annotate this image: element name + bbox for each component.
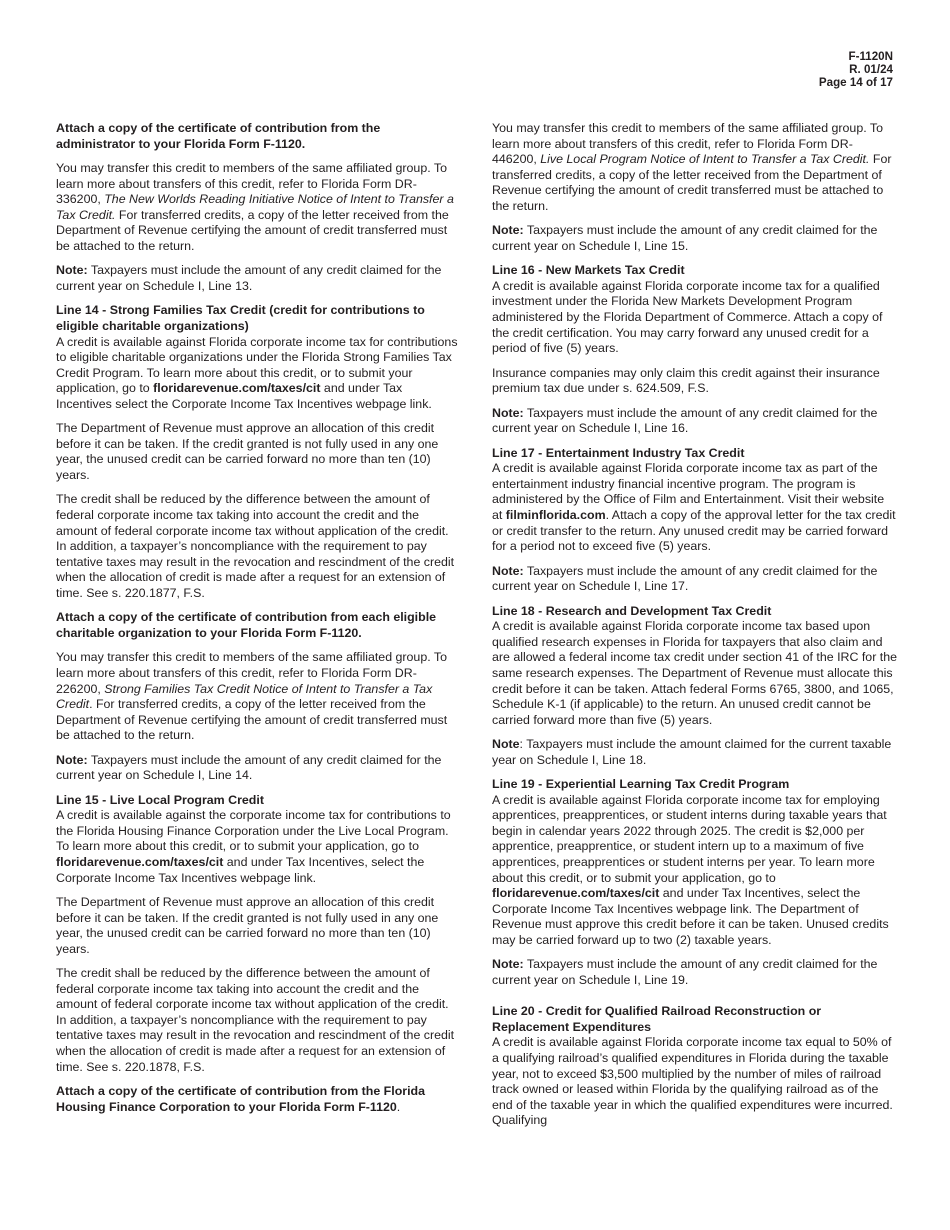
line-14-intro: A credit is available against Florida corporate income tax for contributions to eligible charitable organizations under the Florida Strong Families Tax Credit Program. To learn more about this credit, or to submit your application, go to floridarevenue.com/taxes/cit and under Tax Incentives select the Corporate Income Tax Incentives webpage link.	[56, 334, 458, 411]
note-line-15: Note: Taxpayers must include the amount of any credit claimed for the current year on Schedule I, Line 15.	[492, 223, 878, 253]
line-15-reduction: The credit shall be reduced by the difference between the amount of federal corporate income tax taking into account the credit and the amount of federal corporate income tax without application of the credit. In addition, a taxpayer’s noncompliance with the requirement to pay tentative taxes may result in the revocation and rescindment of the credit when the allocation of credit is made after a request for an extension of time. See s. 220.1878, F.S.	[56, 966, 455, 1074]
line-15-approval: The Department of Revenue must approve an allocation of this credit before it can be taken. If the credit granted is not fully used in any one year, the unused credit can be carried forward no more than ten (10) years.	[56, 895, 439, 956]
line-15-transfer: You may transfer this credit to members of the same affiliated group. To learn more about transfers of this credit, refer to Florida Form DR-446200, Live Local Program Notice of Intent to Transfer a Tax Credit. For transferred credits, a copy of the letter received from the Department of Revenue certifying the amount of credit transferred must be attached to the return.	[492, 121, 892, 213]
note-line-19: Note: Taxpayers must include the amount of any credit claimed for the current year on Schedule I, Line 19.	[492, 957, 878, 987]
filminflorida-link[interactable]: filminflorida.com	[505, 508, 606, 523]
line-15-section	[56, 793, 460, 886]
note-line-14: Note: Taxpayers must include the amount of any credit claimed for the current year on Schedule I, Line 14.	[56, 752, 442, 783]
line-14-attach-instruction: Attach a copy of the certificate of contribution from each eligible charitable organization to your Florida Form F-1120.	[56, 610, 437, 640]
line-14-approval: The Department of Revenue must approve an allocation of this credit before it can be taken. If the credit granted is not fully used in any one year, the unused credit can be carried forward no more than ten (10) years.	[56, 421, 439, 482]
line-17-intro: A credit is available against Florida corporate income tax as part of the entertainment industry financial incentive program. The program is administered by the Office of Film and Entertainment. Visit their website at filminflorida.com. Attach a copy of the approval letter for the tax credit or credit transfer to the return. Any unused credit may be carried forward for a period not to exceed five (5) years.	[492, 461, 896, 554]
line-18-heading: Line 18 - Research and Development Tax Credit	[492, 603, 772, 618]
note-line-13: Note: Taxpayers must include the amount of any credit claimed for the current year on Schedule I, Line 13.	[56, 263, 442, 293]
right-column	[492, 121, 897, 1138]
line-19-intro: A credit is available against Florida corporate income tax for employing apprentices, preapprentices, or student interns during taxable years that begin in calendar years 2022 through 2025. The credit is $2,000 per apprentice, preapprentice, or student intern up to a maximum of five apprentices, preapprentices or student interns per year. To learn more about this credit, or to submit your application, go to floridarevenue.com/taxes/cit and under Tax Incentives, select the Corporate Income Tax Incentives webpage link. The Department of Revenue must approve this credit before it can be taken. Unused credits may be carried forward up to two (2) taxable years.	[492, 792, 889, 947]
note-line-16: Note: Taxpayers must include the amount of any credit claimed for the current year on Schedule I, Line 16.	[492, 405, 878, 436]
form-header	[819, 50, 893, 90]
note-line-17: Note: Taxpayers must include the amount of any credit claimed for the current year on Schedule I, Line 17.	[492, 563, 878, 594]
line-15-heading: Line 15 - Live Local Program Credit	[56, 792, 264, 807]
line-19-heading: Line 19 - Experiential Learning Tax Credit Program	[492, 777, 790, 792]
line-15-attach-instruction: Attach a copy of the certificate of contribution from the Florida Housing Finance Corporation to your Florida Form F-1120.	[56, 1084, 425, 1114]
line-16-section	[492, 263, 897, 356]
line-20-intro: A credit is available against Florida corporate income tax equal to 50% of a qualifying railroad’s qualified expenditures in Florida during the taxable year, not to exceed $3,500 multiplied by the number of miles of railroad track owned or leased within Florida by the qualifying railroad as of the end of the taxable year in which the qualified expenditures were incurred. Qualifying	[492, 1035, 893, 1128]
line-16-insurance: Insurance companies may only claim this credit against their insurance premium tax due under s. 624.509, F.S.	[492, 365, 880, 396]
floridarevenue-link[interactable]: floridarevenue.com/taxes/cit	[153, 381, 321, 396]
floridarevenue-link[interactable]: floridarevenue.com/taxes/cit	[492, 886, 660, 901]
line-14-reduction: The credit shall be reduced by the difference between the amount of federal corporate income tax taking into account the credit and the amount of federal corporate income tax without application of the credit. In addition, a taxpayer’s noncompliance with the requirement to pay tentative taxes may result in the revocation and rescindment of the credit when the allocation of credit is made after a request for an extension of time. See s. 220.1877, F.S.	[56, 492, 455, 600]
line-20-heading: Line 20 - Credit for Qualified Railroad Reconstruction or Replacement Expenditures	[492, 1004, 822, 1034]
attach-nwri-instruction: Attach a copy of the certificate of contribution from the administrator to your Florida Form F-1120.	[56, 121, 381, 151]
note-line-18: Note: Taxpayers must include the amount claimed for the current taxable year on Schedule I, Line 18.	[492, 737, 892, 767]
line-14-section	[56, 303, 460, 412]
line-17-heading: Line 17 - Entertainment Industry Tax Credit	[492, 445, 745, 460]
line-15-intro: A credit is available against the corporate income tax for contributions to the Florida Housing Finance Corporation under the Live Local Program. To learn more about this credit, or to submit your application, go to floridarevenue.com/taxes/cit and under Tax Incentives, select the Corporate Income Tax Incentives webpage link.	[56, 808, 451, 885]
left-column	[56, 121, 460, 1124]
line-14-transfer: You may transfer this credit to members of the same affiliated group. To learn more about transfers of this credit, refer to Florida Form DR-226200, Strong Families Tax Credit Notice of Intent to Transfer a Tax Credit. For transferred credits, a copy of the letter received from the Department of Revenue certifying the amount of credit transferred must be attached to the return.	[56, 650, 448, 743]
form-revision: R. 01/24	[849, 63, 893, 77]
nwri-transfer-paragraph: You may transfer this credit to members of the same affiliated group. To learn more about transfers of this credit, refer to Florida Form DR-336200, The New Worlds Reading Initiative Notice of Intent to Transfer a Tax Credit. For transferred credits, a copy of the letter received from the Department of Revenue certifying the amount of credit transferred must be attached to the return.	[56, 161, 454, 253]
line-20-section	[492, 1004, 897, 1128]
line-16-intro: A credit is available against Florida corporate income tax for a qualified investment under the Florida New Markets Development Program administered by the Florida Department of Commerce. Attach a copy of the credit certification. You may carry forward any unused credit for a period of five (5) years.	[492, 278, 883, 356]
line-16-heading: Line 16 - New Markets Tax Credit	[492, 263, 685, 278]
line-17-section	[492, 446, 897, 555]
line-18-intro: A credit is available against Florida corporate income tax based upon qualified research expenses in Florida for taxpayers that also claim and are allowed a federal income tax credit under section 41 of the IRC for the same research expenses. The Department of Revenue must allocate this credit before it can be taken. Attach federal Forms 6765, 3800, and 1065, Schedule K-1 (if applicable) to the return. An unused credit cannot be carried forward more than five (5) years.	[492, 619, 897, 727]
form-number: F-1120N	[848, 50, 893, 63]
page-number: Page 14 of 17	[818, 76, 893, 90]
line-14-heading: Line 14 - Strong Families Tax Credit (credit for contributions to eligible charitable organizations)	[56, 303, 425, 334]
floridarevenue-link[interactable]: floridarevenue.com/taxes/cit	[56, 854, 224, 869]
line-19-section	[492, 777, 897, 948]
line-18-section	[492, 604, 897, 728]
